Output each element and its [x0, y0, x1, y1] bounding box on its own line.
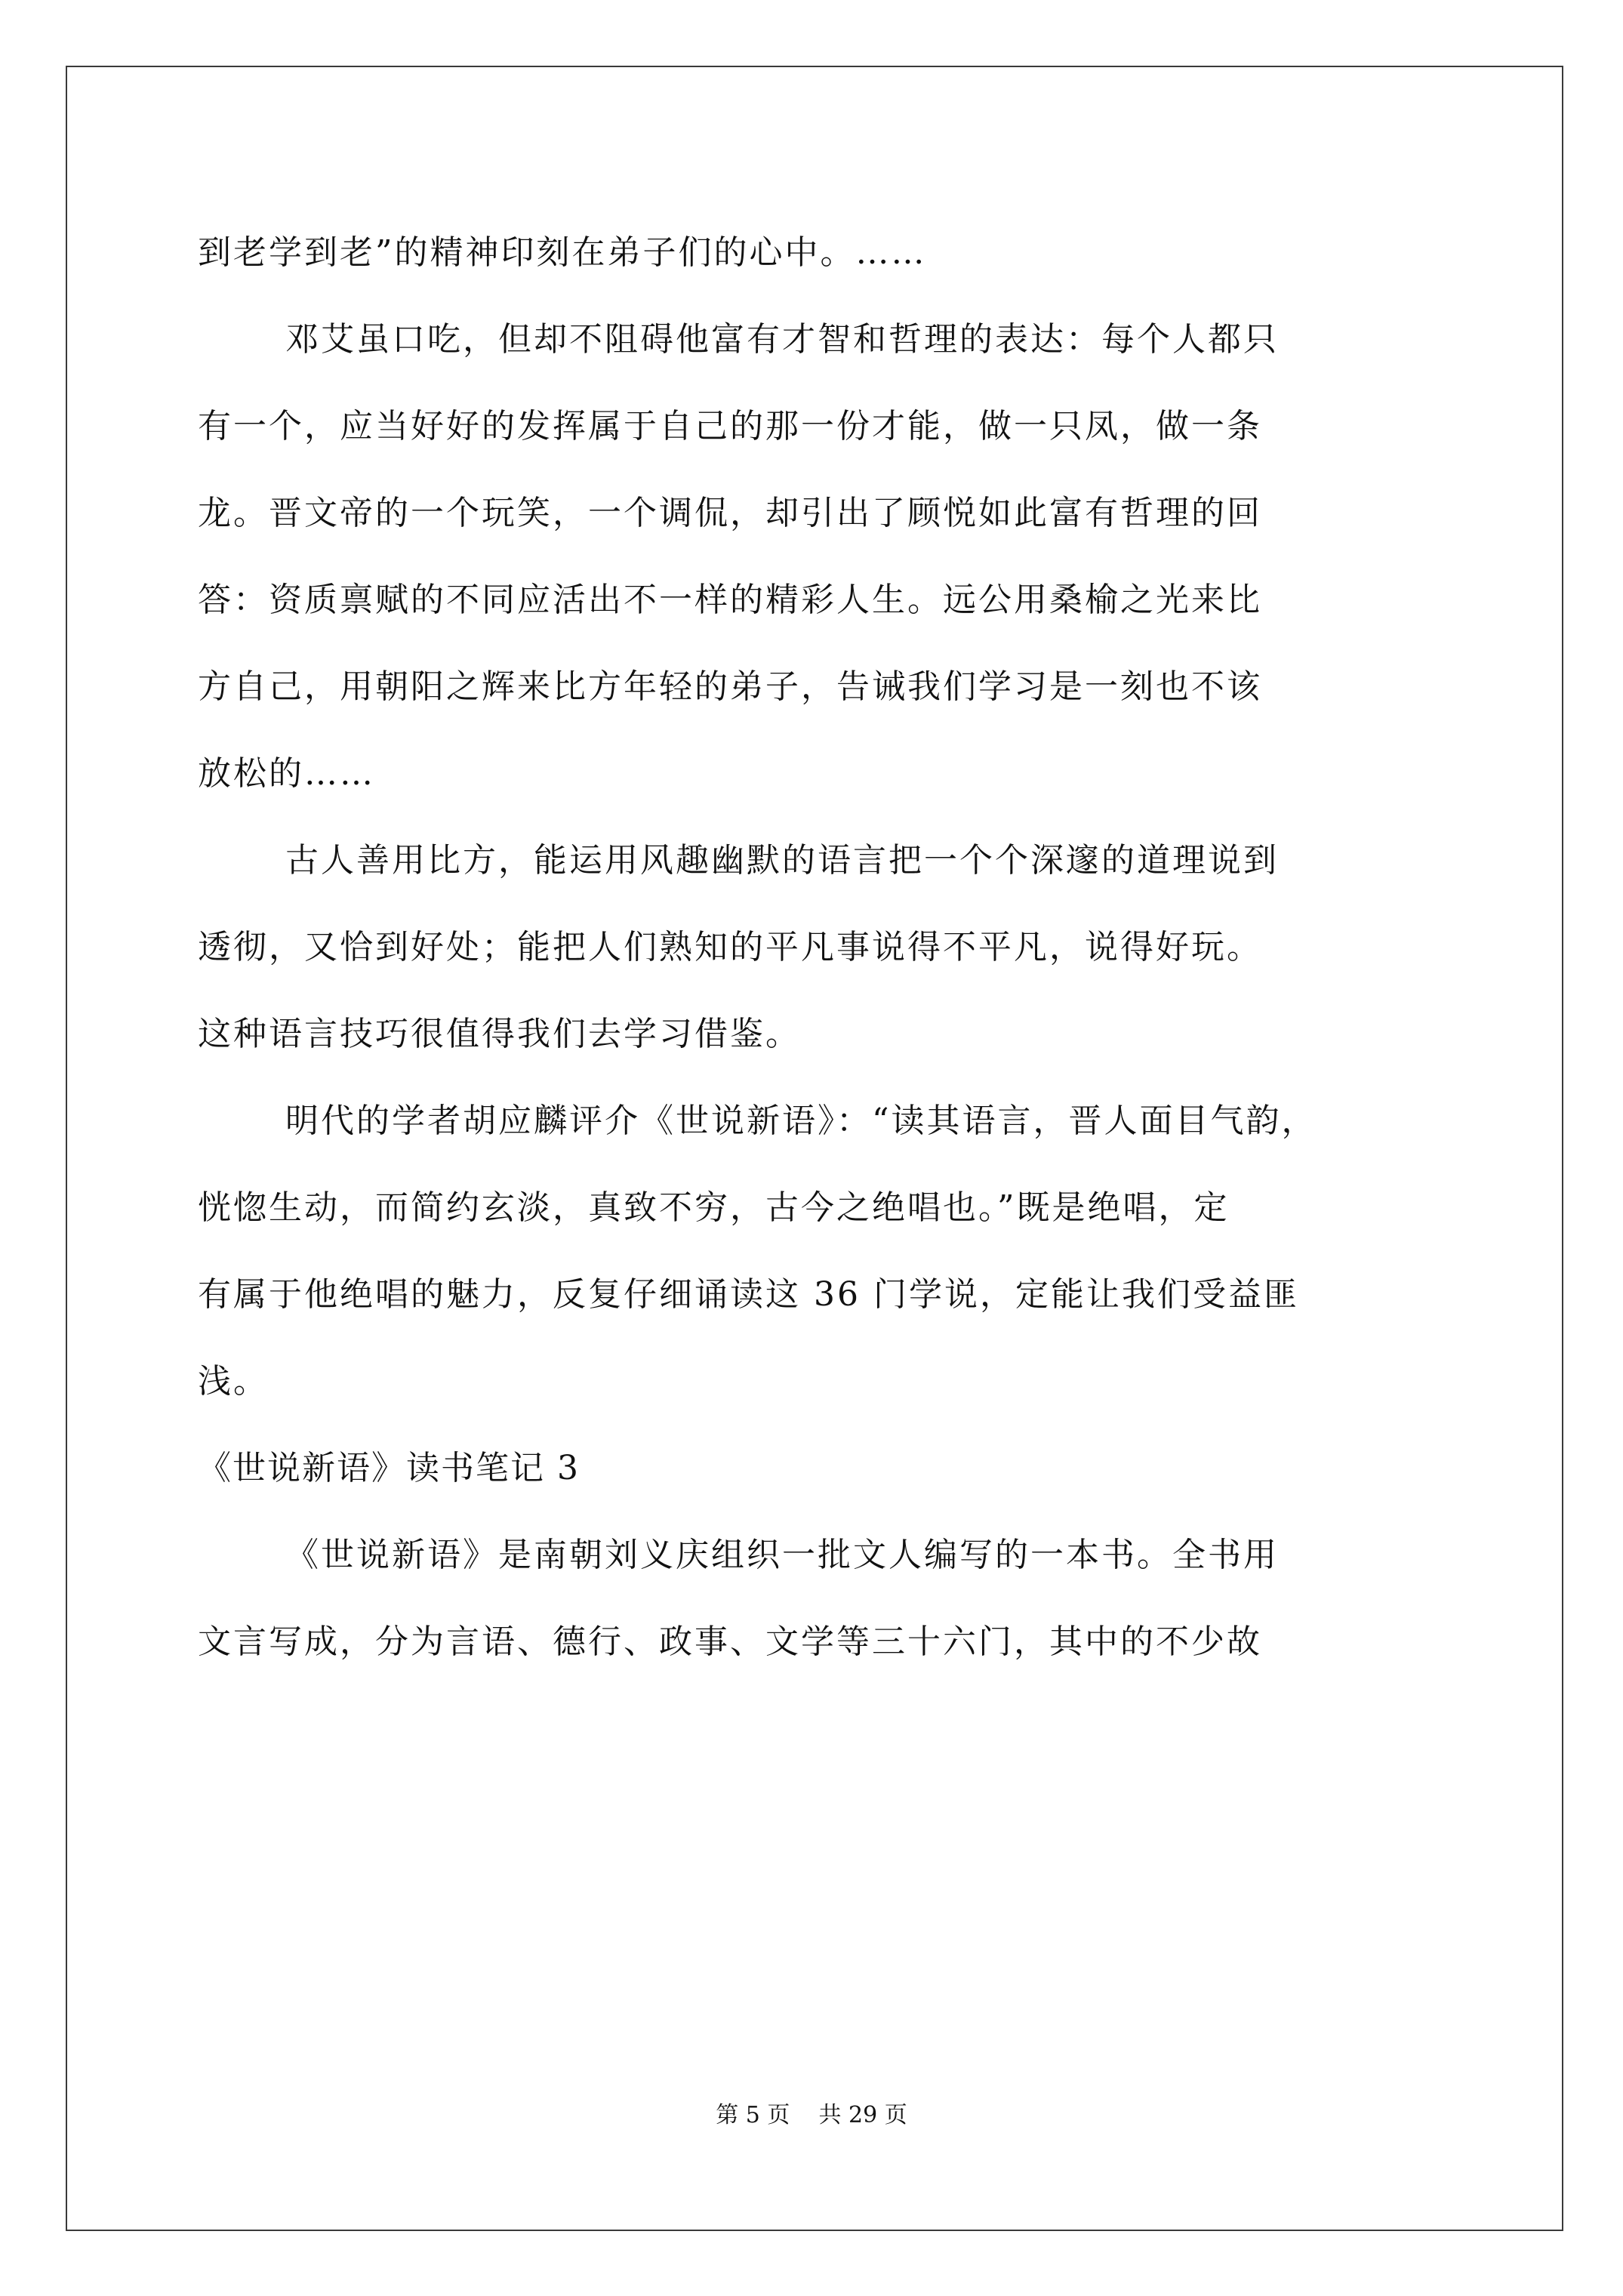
paragraph-line: 文言写成，分为言语、德行、政事、文学等三十六门，其中的不少故 [198, 1623, 1262, 1661]
paragraph-line: 明代的学者胡应麟评介《世说新语》：“读其语言，晋人面目气韵， [285, 1102, 1317, 1140]
paragraph-line: 邓艾虽口吃，但却不阻碍他富有才智和哲理的表达：每个人都只 [285, 320, 1279, 359]
page-number-footer: 第 5 页 共 29 页 [716, 2102, 907, 2128]
paragraph-line: 放松的…… [198, 754, 375, 793]
paragraph-line: 有属于他绝唱的魅力，反复仔细诵读这 36 门学说，定能让我们受益匪 [198, 1275, 1299, 1314]
paragraph-line: 浅。 [198, 1362, 269, 1401]
paragraph-line: 古人善用比方，能运用风趣幽默的语言把一个个深邃的道理说到 [285, 841, 1279, 880]
paragraph-line: 答：资质禀赋的不同应活出不一样的精彩人生。远公用桑榆之光来比 [198, 581, 1262, 619]
paragraph-line: 方自己，用朝阳之辉来比方年轻的弟子，告诫我们学习是一刻也不该 [198, 667, 1262, 706]
paragraph-line: 透彻，又恰到好处；能把人们熟知的平凡事说得不平凡，说得好玩。 [198, 928, 1262, 966]
section-heading: 《世说新语》读书笔记 3 [198, 1449, 580, 1487]
paragraph-line: 有一个，应当好好的发挥属于自己的那一份才能，做一只凤，做一条 [198, 407, 1262, 445]
paragraph-line: 龙。晋文帝的一个玩笑，一个调侃，却引出了顾悦如此富有哲理的回 [198, 494, 1262, 532]
paragraph-line: 这种语言技巧很值得我们去学习借鉴。 [198, 1015, 801, 1053]
paragraph-line: 《世说新语》是南朝刘义庆组织一批文人编写的一本书。全书用 [285, 1536, 1279, 1574]
paragraph-line: 恍惚生动，而简约玄淡，真致不穷，古今之绝唱也。”既是绝唱，定 [198, 1188, 1230, 1227]
document-body [198, 209, 1432, 1685]
paragraph-line: 到老学到老”的精神印刻在弟子们的心中。…… [198, 233, 927, 272]
